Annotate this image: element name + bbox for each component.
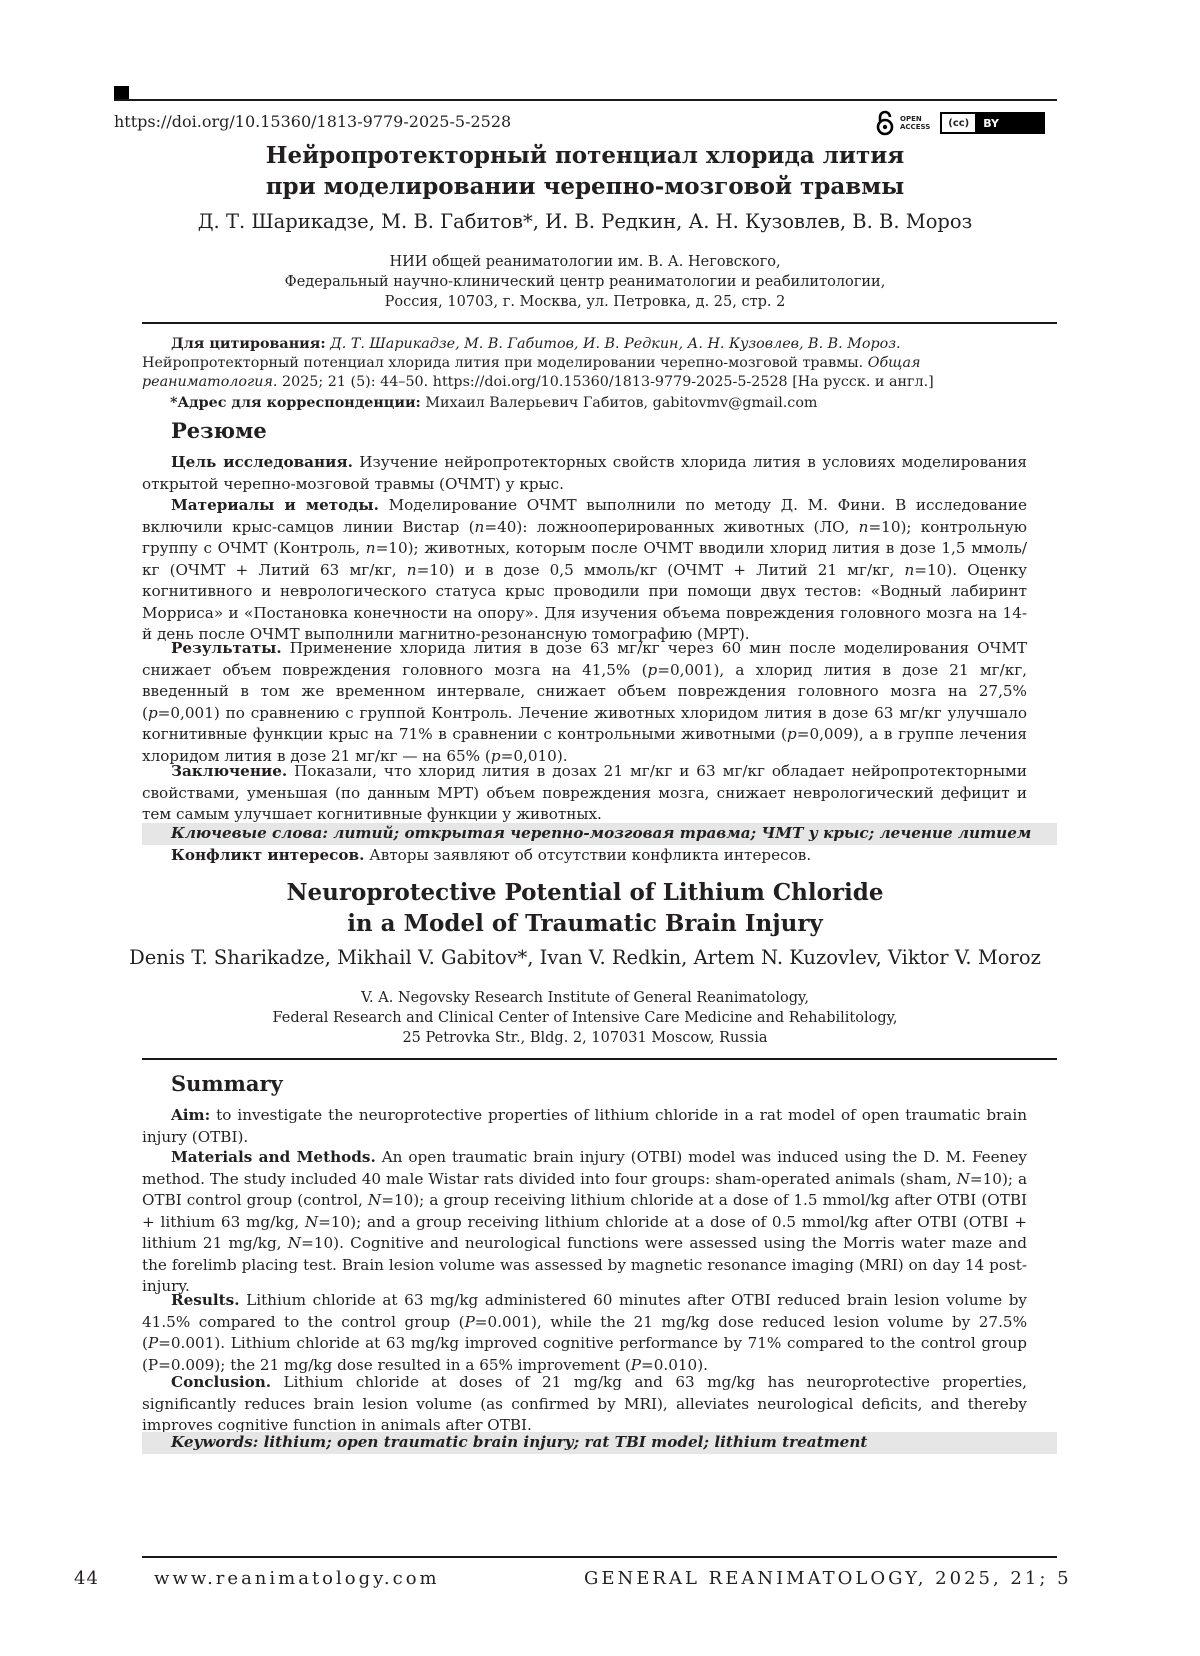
en-aim: Aim: to investigate the neuroprotective properties of lithium chloride in a rat model of open traumatic brain injury (OTBI). — [142, 1105, 1027, 1148]
en-authors: Denis T. Sharikadze, Mikhail V. Gabitov*, Ivan V. Redkin, Artem N. Kuzovlev, Viktor V. Moroz — [0, 946, 1170, 969]
en-conclusion: Conclusion. Lithium chloride at doses of 21 mg/kg and 63 mg/kg has neuroprotective properties, significantly reduces brain lesion volume (as confirmed by MRI), alleviates neurological deficits, and thereby improves cognitive function in animals after OTBI. — [142, 1372, 1027, 1437]
ru-keywords: Ключевые слова: литий; открытая черепно-мозговая травма; ЧМТ у крыс; лечение литием — [171, 824, 1031, 842]
ru-affiliation: НИИ общей реаниматологии им. В. А. Неговского, Федеральный научно-клинический центр реаниматологии и реабилитологии, Россия, 10703, г. Москва, ул. Петровка, д. 25, стр. 2 — [0, 252, 1170, 312]
ru-conclusion: Заключение. Показали, что хлорид лития в дозах 21 мг/кг и 63 мг/кг обладает нейропротекторными свойствами, уменьшая (по данным МРТ) объем повреждения мозга, снижает неврологический дефицит и тем самым улучшает когнитивные функции у животных. — [142, 761, 1027, 826]
summary-heading: Summary — [171, 1071, 283, 1096]
resume-heading: Резюме — [171, 418, 267, 443]
en-title: Neuroprotective Potential of Lithium Chloride in a Model of Traumatic Brain Injury — [0, 877, 1170, 939]
ru-authors: Д. Т. Шарикадзе, М. В. Габитов*, И. В. Редкин, А. Н. Кузовлев, В. В. Мороз — [0, 210, 1170, 233]
cc-icon: (cc) — [942, 114, 975, 132]
page-number: 44 — [74, 1568, 99, 1589]
en-methods: Materials and Methods. An open traumatic brain injury (OTBI) model was induced using the D. M. Feeney method. The study included 40 male Wistar rats divided into four groups: sham-operated animals (sham, N=10); a OTBI control group (control, N=10); a group receiving lithium chloride at a dose of 1.5 mmol/kg after OTBI (OTBI + lithium 63 mg/kg, N=10); and a group receiving lithium chloride at a dose of 0.5 mmol/kg after OTBI (OTBI + lithium 21 mg/kg, N=10). Cognitive and neurological functions were assessed using the Morris water maze and the forelimb placing test. Brain lesion volume was assessed by magnetic resonance imaging (MRI) on day 14 post-injury. — [142, 1147, 1027, 1298]
ru-title: Нейропротекторный потенциал хлорида лития при моделировании черепно-мозговой травмы — [0, 140, 1170, 202]
ru-aim: Цель исследования. Изучение нейропротекторных свойств хлорида лития в условиях моделирования открытой черепно-мозговой травмы (ОЧМТ) у крыс. — [142, 452, 1027, 495]
en-keywords: Keywords: lithium; open traumatic brain injury; rat TBI model; lithium treatment — [171, 1433, 867, 1451]
website-link[interactable]: www.reanimatology.com — [154, 1568, 440, 1589]
footer-rule — [142, 1556, 1057, 1558]
correspondence: *Адрес для корреспонденции: Михаил Валерьевич Габитов, gabitovmv@gmail.com — [170, 395, 817, 411]
header-rule — [114, 99, 1057, 101]
doi-link[interactable]: https://doi.org/10.15360/1813-9779-2025-5-2528 — [114, 112, 511, 131]
open-access-icon — [874, 110, 896, 136]
en-affiliation-rule — [142, 1058, 1057, 1060]
license-badges — [874, 110, 1045, 136]
by-label: BY — [975, 114, 1043, 132]
ru-conflict: Конфликт интересов. Авторы заявляют об отсутствии конфликта интересов. — [142, 845, 1027, 867]
en-affiliation: V. A. Negovsky Research Institute of General Reanimatology, Federal Research and Clinical Center of Intensive Care Medicine and Rehabilitology, 25 Petrovka Str., Bldg. 2, 107031 Moscow, Russia — [0, 988, 1170, 1048]
ru-results: Результаты. Применение хлорида лития в дозе 63 мг/кг через 60 мин после моделирования ОЧМТ снижает объем повреждения головного мозга на 41,5% (p=0,001), а хлорид лития в дозе 21 мг/кг, введенный в том же временном интервале, снижает объем повреждения головного мозга на 27,5% (p=0,001) по сравнению с группой Контроль. Лечение животных хлоридом лития в дозе 63 мг/кг улучшало когнитивные функции крыс на 71% в сравнении с контрольными животными (p=0,009), а в группе лечения хлоридом лития в дозе 21 мг/кг — на 65% (p=0,010). — [142, 638, 1027, 767]
ru-affiliation-rule — [142, 322, 1057, 324]
citation: Для цитирования: Д. Т. Шарикадзе, М. В. Габитов, И. В. Редкин, А. Н. Кузовлев, В. В. Мороз. Нейропротекторный потенциал хлорида лития при моделировании черепно-мозговой травмы. Общая реаниматология. 2025; 21 (5): 44–50. https://doi.org/10.15360/1813-9779-2025-5-2528 [На русск. и англ.] — [142, 335, 1057, 392]
open-access-label: OPEN ACCESS — [900, 115, 930, 131]
cc-by-badge[interactable] — [940, 112, 1045, 134]
ru-methods: Материалы и методы. Моделирование ОЧМТ выполнили по методу Д. М. Фини. В исследование включили крыс-самцов линии Вистар (n=40): ложнооперированных животных (ЛО, n=10); контрольную группу с ОЧМТ (Контроль, n=10); животных, которым после ОЧМТ вводили хлорид лития в дозе 1,5 ммоль/кг (ОЧМТ + Литий 63 мг/кг, n=10) и в дозе 0,5 ммоль/кг (ОЧМТ + Литий 21 мг/кг, n=10). Оценку когнитивного и неврологического статуса крыс проводили при помощи двух тестов: «Водный лабиринт Морриса» и «Постановка конечности на опору». Для изучения объема повреждения головного мозга на 14-й день после ОЧМТ выполнили магнитно-резонансную томографию (МРТ). — [142, 495, 1027, 646]
en-results: Results. Lithium chloride at 63 mg/kg administered 60 minutes after OTBI reduced brain lesion volume by 41.5% compared to the control group (P=0.001), while the 21 mg/kg dose reduced lesion volume by 27.5% (P=0.001). Lithium chloride at 63 mg/kg improved cognitive performance by 71% compared to the control group (P=0.009); the 21 mg/kg dose resulted in a 65% improvement (P=0.010). — [142, 1290, 1027, 1376]
journal-info: GENERAL REANIMATOLOGY, 2025, 21; 5 — [584, 1568, 1072, 1589]
